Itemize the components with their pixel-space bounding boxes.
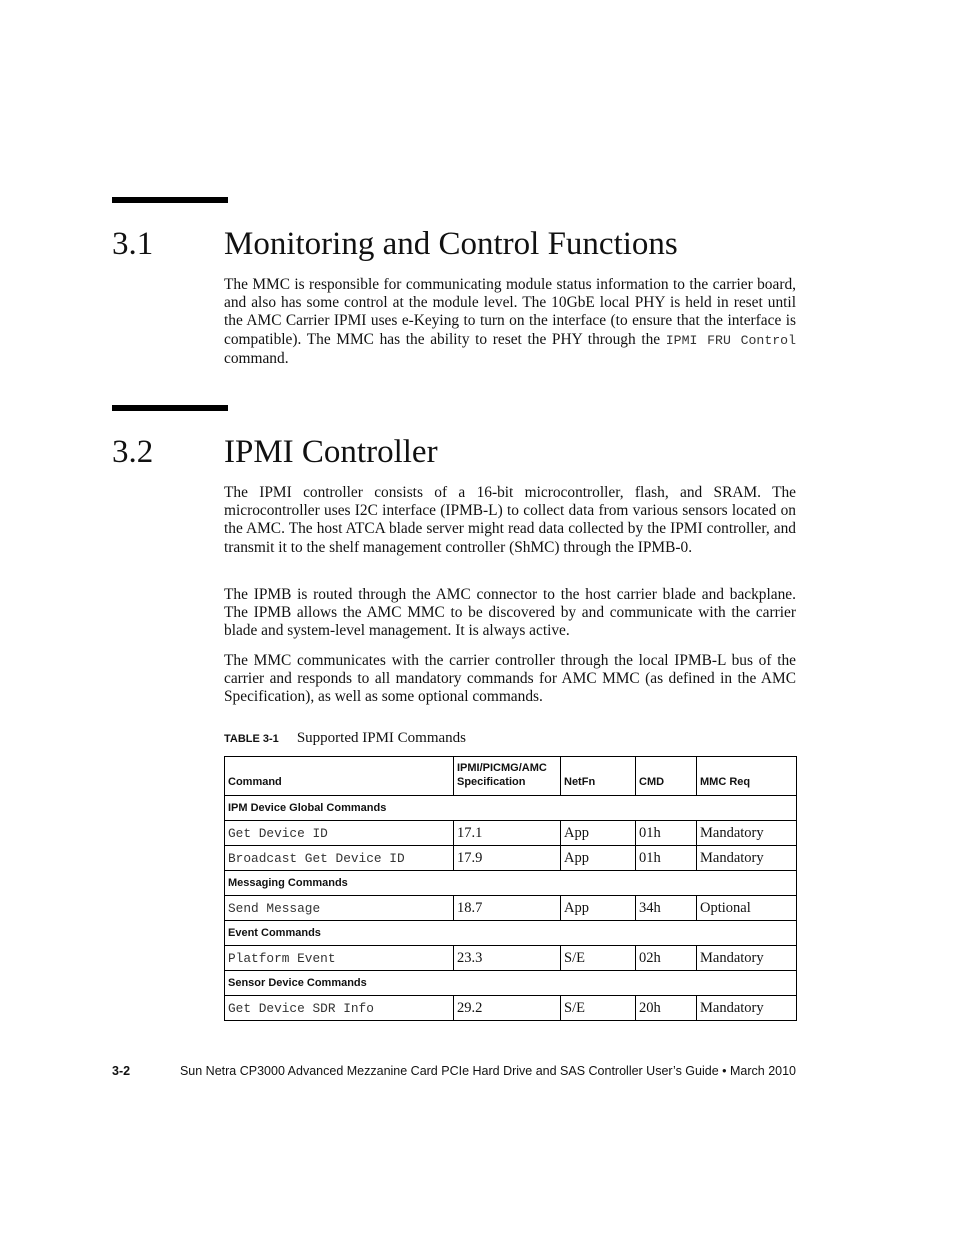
header-mmc-req: MMC Req: [697, 757, 797, 796]
cell-netfn: App: [561, 846, 636, 871]
cell-cmd: 34h: [636, 896, 697, 921]
cell-specification: 23.3: [454, 946, 561, 971]
cell-command: Get Device SDR Info: [225, 996, 454, 1021]
group-label: Sensor Device Commands: [225, 971, 797, 996]
table-group-row: [225, 971, 797, 996]
cell-cmd: 01h: [636, 821, 697, 846]
cell-mmc-req: Mandatory: [697, 946, 797, 971]
group-label: IPM Device Global Commands: [225, 796, 797, 821]
cell-command: Platform Event: [225, 946, 454, 971]
cell-netfn: S/E: [561, 996, 636, 1021]
section-3-2-paragraph-1: The IPMI controller consists of a 16-bit microcontroller, flash, and SRAM. The microcontroller uses I2C interface (IPMB-L) to collect data from various sensors located on the AMC. The host ATCA blade server might read data collected by the IPMI controller, and transmit it to the shelf management controller (ShMC) through the IPMB-0.: [224, 484, 796, 556]
section-title-3-2: IPMI Controller: [224, 434, 438, 470]
cell-mmc-req: Mandatory: [697, 846, 797, 871]
group-label: Messaging Commands: [225, 871, 797, 896]
table-title: Supported IPMI Commands: [296, 730, 466, 746]
cell-netfn: S/E: [561, 946, 636, 971]
table-row: [225, 896, 797, 921]
table-row: [225, 846, 797, 871]
header-specification: IPMI/PICMG/AMC Specification: [454, 757, 561, 796]
section-number-3-1: 3.1: [112, 226, 154, 262]
cell-mmc-req: Mandatory: [697, 996, 797, 1021]
cell-command: Send Message: [225, 896, 454, 921]
section-3-2-paragraph-2: The IPMB is routed through the AMC connector to the host carrier blade and backplane. The IPMB allows the AMC MMC to be discovered by and communicate with the carrier blade and system-level management. It is always active.: [224, 586, 796, 640]
cell-specification: 29.2: [454, 996, 561, 1021]
section-rule-3-1: [112, 197, 228, 203]
cell-netfn: App: [561, 821, 636, 846]
paragraph-text: The MMC is responsible for communicating module status information to the carrier board, and also has some control at the module level. The 10GbE local PHY is held in reset until the AMC Carrier IPMI uses e-Keying to turn on the interface (to ensure that the interface is compatible). The MMC has the ability to reset the PHY through the: [224, 276, 796, 348]
section-title-3-1: Monitoring and Control Functions: [224, 226, 678, 262]
cell-cmd: 01h: [636, 846, 697, 871]
page-number: 3-2: [112, 1064, 131, 1078]
cell-netfn: App: [561, 896, 636, 921]
cell-specification: 17.1: [454, 821, 561, 846]
header-command: Command: [225, 757, 454, 796]
table-label: TABLE 3-1: [224, 733, 279, 745]
table-header-row: [225, 757, 797, 796]
section-3-2-paragraph-3: The MMC communicates with the carrier controller through the local IPMB-L bus of the carrier and responds to all mandatory commands for AMC MMC (as defined in the AMC Specification), as well as some optional commands.: [224, 652, 796, 706]
table-group-row: [225, 921, 797, 946]
table-caption: [224, 729, 466, 747]
cell-specification: 18.7: [454, 896, 561, 921]
group-label: Event Commands: [225, 921, 797, 946]
table-row: [225, 996, 797, 1021]
footer-text: Sun Netra CP3000 Advanced Mezzanine Card PCIe Hard Drive and SAS Controller User’s Guide • March 2010: [179, 1064, 796, 1078]
section-3-1-paragraph: [224, 276, 796, 368]
section-rule-3-2: [112, 405, 228, 411]
cell-cmd: 20h: [636, 996, 697, 1021]
cell-command: Broadcast Get Device ID: [225, 846, 454, 871]
cell-specification: 17.9: [454, 846, 561, 871]
table-group-row: [225, 796, 797, 821]
table-row: [225, 946, 797, 971]
cell-cmd: 02h: [636, 946, 697, 971]
table-group-row: [225, 871, 797, 896]
paragraph-text: command.: [224, 349, 289, 367]
cell-mmc-req: Optional: [697, 896, 797, 921]
cell-mmc-req: Mandatory: [697, 821, 797, 846]
section-number-3-2: 3.2: [112, 434, 154, 470]
cell-command: Get Device ID: [225, 821, 454, 846]
ipmi-commands-table: [224, 756, 797, 1021]
header-cmd: CMD: [636, 757, 697, 796]
header-netfn: NetFn: [561, 757, 636, 796]
table-row: [225, 821, 797, 846]
inline-code: IPMI FRU Control: [665, 332, 796, 348]
